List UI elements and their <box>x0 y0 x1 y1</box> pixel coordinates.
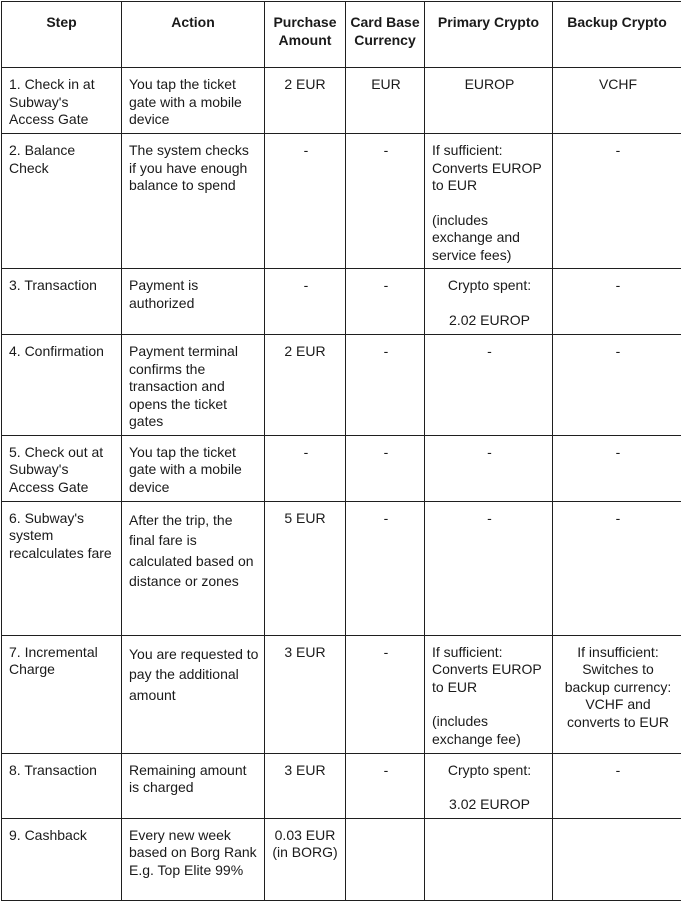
step-cell: 8. Transaction <box>2 753 122 818</box>
header-row <box>2 2 681 68</box>
purchase-amount-cell: 3 EUR <box>265 753 346 818</box>
backup-crypto-cell: - <box>553 134 681 269</box>
primary-crypto-cell <box>425 635 553 753</box>
step-cell: 9. Cashback <box>2 818 122 900</box>
table-row <box>2 68 681 134</box>
header-action: Action <box>122 2 265 68</box>
action-cell: Payment is authorized <box>122 269 265 335</box>
card-currency-cell: EUR <box>346 68 425 134</box>
card-currency-cell: - <box>346 635 425 753</box>
primary-crypto-note: (includes exchange and service fees) <box>432 212 547 265</box>
table-row <box>2 269 681 335</box>
purchase-amount-cell: - <box>265 269 346 335</box>
table-row <box>2 818 681 900</box>
primary-crypto-cell <box>425 818 553 900</box>
card-currency-cell: - <box>346 335 425 436</box>
backup-crypto-cell <box>553 818 681 900</box>
action-cell: You tap the ticket gate with a mobile device <box>122 68 265 134</box>
action-cell <box>122 818 265 900</box>
step-cell: 3. Transaction <box>2 269 122 335</box>
crypto-spent-value: 2.02 EUROP <box>432 312 547 330</box>
card-currency-cell: - <box>346 269 425 335</box>
header-backup-crypto: Backup Crypto <box>553 2 681 68</box>
header-primary-crypto: Primary Crypto <box>425 2 553 68</box>
table-row <box>2 501 681 635</box>
primary-crypto-cell <box>425 269 553 335</box>
table-row <box>2 335 681 436</box>
table-row <box>2 134 681 269</box>
card-currency-cell <box>346 818 425 900</box>
card-currency-cell: - <box>346 501 425 635</box>
primary-crypto-text: EUROP <box>432 76 547 94</box>
header-purchase-amount: Purchase Amount <box>265 2 346 68</box>
card-currency-cell: - <box>346 435 425 501</box>
backup-crypto-cell: - <box>553 269 681 335</box>
purchase-amount-cell: 2 EUR <box>265 335 346 436</box>
primary-crypto-note: (includes exchange fee) <box>432 713 547 748</box>
purchase-amount-cell: - <box>265 134 346 269</box>
card-currency-cell: - <box>346 134 425 269</box>
backup-crypto-cell: - <box>553 435 681 501</box>
primary-crypto-cell <box>425 134 553 269</box>
primary-crypto-cell <box>425 335 553 436</box>
step-cell: 5. Check out at Subway's Access Gate <box>2 435 122 501</box>
backup-crypto-cell: If insufficient: Switches to backup currency: VCHF and converts to EUR <box>553 635 681 753</box>
crypto-spent-label: Crypto spent: <box>432 762 547 780</box>
primary-crypto-condition: If sufficient: Converts EUROP to EUR <box>432 644 547 697</box>
primary-crypto-cell <box>425 68 553 134</box>
step-cell: 4. Confirmation <box>2 335 122 436</box>
backup-crypto-cell: - <box>553 501 681 635</box>
backup-crypto-cell: - <box>553 753 681 818</box>
backup-crypto-cell: - <box>553 335 681 436</box>
table-row <box>2 435 681 501</box>
purchase-amount-cell: 2 EUR <box>265 68 346 134</box>
step-cell: 1. Check in at Subway's Access Gate <box>2 68 122 134</box>
crypto-spent-value: 3.02 EUROP <box>432 796 547 814</box>
cashback-example-text: E.g. Top Elite 99% <box>129 862 243 878</box>
purchase-amount-cell: 3 EUR <box>265 635 346 753</box>
action-cell: You are requested to pay the additional amount <box>122 635 265 753</box>
card-currency-cell: - <box>346 753 425 818</box>
action-cell: The system checks if you have enough balance to spend <box>122 134 265 269</box>
action-cell: You tap the ticket gate with a mobile device <box>122 435 265 501</box>
primary-crypto-cell <box>425 501 553 635</box>
primary-crypto-cell <box>425 435 553 501</box>
purchase-amount-cell: 0.03 EUR (in BORG) <box>265 818 346 900</box>
table-row <box>2 635 681 753</box>
cashback-action-text: Every new week based on Borg Rank <box>129 827 257 861</box>
primary-crypto-condition: If sufficient: Converts EUROP to EUR <box>432 142 547 195</box>
action-cell: After the trip, the final fare is calculated based on distance or zones <box>122 501 265 635</box>
purchase-amount-cell: - <box>265 435 346 501</box>
primary-crypto-text: - <box>432 510 547 528</box>
fare-steps-table <box>1 1 681 901</box>
action-cell: Remaining amount is charged <box>122 753 265 818</box>
crypto-spent-label: Crypto spent: <box>432 277 547 295</box>
step-cell: 2. Balance Check <box>2 134 122 269</box>
header-card-base-currency: Card Base Currency <box>346 2 425 68</box>
table-row <box>2 753 681 818</box>
purchase-amount-cell: 5 EUR <box>265 501 346 635</box>
header-step: Step <box>2 2 122 68</box>
primary-crypto-text: - <box>432 343 547 361</box>
primary-crypto-text: - <box>432 444 547 462</box>
primary-crypto-cell <box>425 753 553 818</box>
backup-crypto-cell: VCHF <box>553 68 681 134</box>
action-cell: Payment terminal confirms the transaction and opens the ticket gates <box>122 335 265 436</box>
step-cell: 6. Subway's system recalculates fare <box>2 501 122 635</box>
step-cell: 7. Incremental Charge <box>2 635 122 753</box>
